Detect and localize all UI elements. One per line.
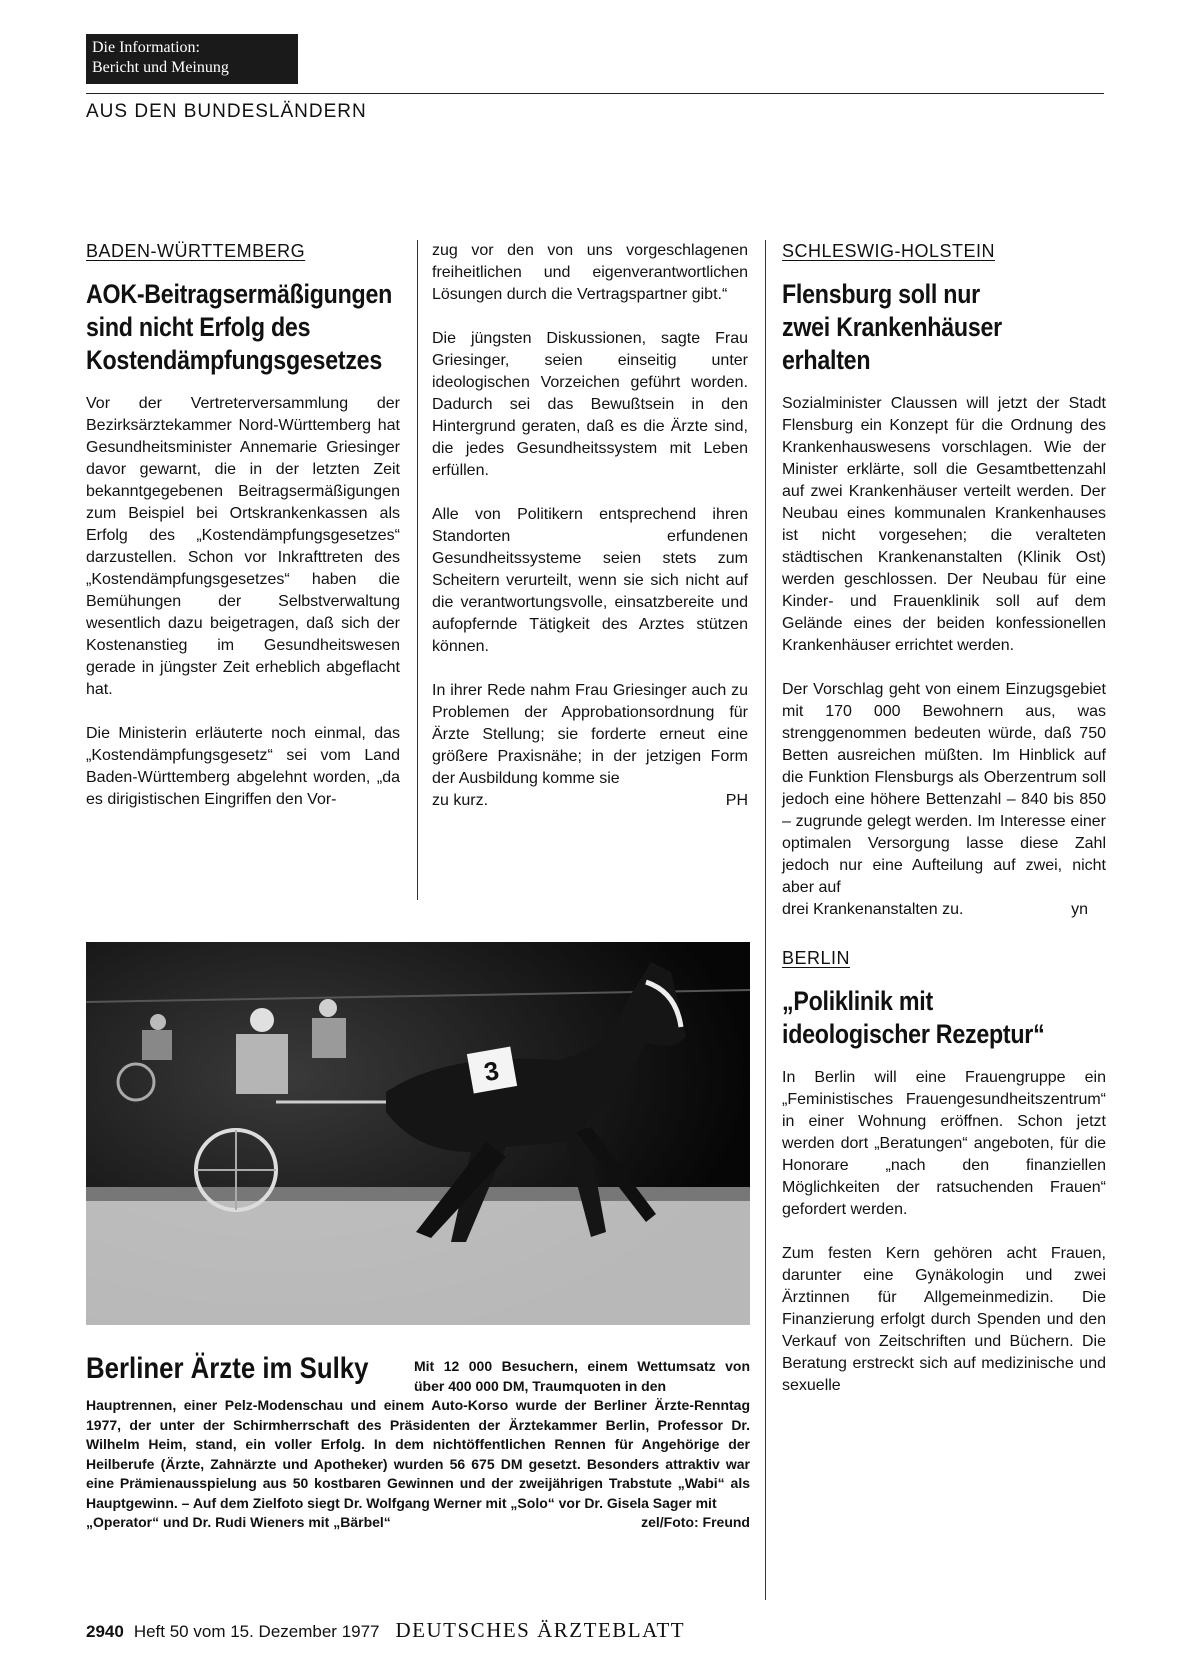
paragraph [782,679,1106,899]
paragraph-end: zu kurz. [432,792,489,809]
caption-text-last: „Operator“ und Dr. Rudi Wieners mit „Bärbel“ [86,1514,391,1530]
caption-text-rest: Hauptrennen, einer Pelz-Modenschau und einem Auto-Korso wurde der Berliner Ärzte-Renntag 1977, der unter der Schirmherrschaft des Präsidenten der Ärztekammer Berlin, Professor Dr. Wilhelm Heim, stand, ein voller Erfolg. In dem nichtöffentlichen Rennen für Angehörige der Heilberufe (Ärzte, Zahnärzte und Apotheker) wurden 56 675 DM gesetzt. Besonders attraktiv war eine Prämienausspielung aus 50 kostbaren Gewinnen und der zweijährigen Trabstute „Wabi“ als Hauptgewinn. – Auf dem Zielfoto siegt Dr. Wolfgang Werner mit „Solo“ vor Dr. Gisela Sager mit [86,1397,750,1511]
column-divider [765,240,766,1600]
article-baden-wuerttemberg-col2 [432,240,748,812]
article-headline [782,985,1061,1051]
author-byline: yn [1071,901,1088,918]
article-headline [782,278,1061,377]
top-rule [86,93,1104,94]
photo-caption [86,1357,750,1533]
closing-line [432,790,748,812]
rubric-badge [86,34,298,84]
paragraph: Zum festen Kern gehören acht Frauen, darunter eine Gynäkologin und zwei Ärztinnen für Allgemeinmedizin. Die Finanzierung erfolgt durch Spenden und den Verkauf von Zeitschriften und Büchern. Die Beratung erstreckt sich auf medizinische und sexuelle [782,1245,1106,1394]
headline-line: „Poliklinik mit [782,986,933,1016]
caption-text-first: Mit 12 000 Besuchern, einem Wettumsatz von über 400 000 DM, Traumquoten in den [414,1358,750,1394]
headline-line: Kostendämpfungsgesetzes [86,345,382,375]
magazine-name: DEUTSCHES ÄRZTEBLATT [395,1618,686,1642]
paragraph: In Berlin will eine Frauengruppe ein „Feministisches Frauengesundheitszentrum“ in einer Wohnung eröffnen. Schon jetzt werden dort „Beratungen“ angeboten, für die Honorare „nach den finanziellen Möglichkeiten der ratsuchenden Frauen“ gefordert werden. [782,1069,1106,1218]
closing-line [782,899,1106,921]
paragraph: Alle von Politikern entsprechend ihren Standorten erfundenen Gesundheitssysteme seien stets zum Scheitern verurteilt, wenn sie sich nicht auf die verantwortungsvolle, einsatzbereite und aufopfernde Tätigkeit des Arztes stützen können. [432,506,748,655]
region-label: SCHLESWIG-HOLSTEIN [782,241,996,261]
headline-line: ideologischer Rezeptur“ [782,1019,1045,1049]
headline-line: sind nicht Erfolg des [86,312,311,342]
right-column [782,240,1106,1397]
paragraph: Vor der Vertreterversammlung der Bezirksärztekammer Nord-Württemberg hat Gesundheitsminister Annemarie Griesinger davor gewarnt, die in der letzten Zeit bekanntgegebenen Beitragsermäßigungen zum Beispiel bei Ortskrankenkassen als Erfolg des „Kostendämpfungsgesetzes“ darzustellen. Schon vor Inkrafttreten des „Kostendämpfungsgesetzes“ haben die Bemühungen der Selbstverwaltung wesentlich dazu beigetragen, daß sich der Kostenanstieg im Gesundheitswesen gerade in jüngster Zeit erheblich abgeflacht hat. [86,395,400,698]
rubric-line-2: Bericht und Meinung [92,59,229,76]
caption-closing-line [86,1513,750,1533]
page-number: 2940 [86,1622,124,1641]
article-headline [86,278,393,377]
paragraph: Die jüngsten Diskussionen, sagte Frau Griesinger, seien einseitig unter ideologischen Vorzeichen geführt worden. Dadurch sei das Bewußtsein in den Hintergrund geraten, daß es die Ärzte sind, die jedes Gesundheitssystem mit Leben erfüllen. [432,330,748,479]
paragraph [432,680,748,790]
headline-line: zwei Krankenhäuser [782,312,1002,342]
page-footer [86,1618,685,1643]
number-plate-text: 3 [481,1055,502,1088]
region-label: BERLIN [782,948,851,968]
paragraph-end: drei Krankenanstalten zu. [782,901,964,918]
headline-line: Flensburg soll nur [782,279,980,309]
region-label: BADEN-WÜRTTEMBERG [86,241,306,261]
section-label: AUS DEN BUNDESLÄNDERN [86,101,367,122]
paragraph: Die Ministerin erläuterte noch einmal, das „Kostendämpfungsgesetz“ sei vom Land Baden-Württemberg abgelehnt worden, „da es dirigistischen Eingriffen den Vor- [86,725,400,808]
column-divider [417,240,418,900]
headline-line: AOK-Beitragsermäßigungen [86,279,393,309]
paragraph: Sozialminister Claussen will jetzt der Stadt Flensburg ein Konzept für die Ordnung des Krankenhauswesens vorschlagen. Wie der Minister erklärte, soll die Gesamtbettenzahl auf zwei Krankenhäuser verteilt werden. Der Neubau eines kommunalen Krankenhauses ist nicht vorgesehen; die veralteten städtischen Krankenanstalten (Klinik Ost) werden geschlossen. Der Neubau für eine Kinder- und Frauenklinik soll auf dem Gelände eines der beiden konfessionellen Krankenhäuser errichtet werden. [782,395,1106,654]
author-byline: PH [725,792,748,809]
rubric-line-1: Die Information: [92,39,200,56]
article-baden-wuerttemberg-col1 [86,240,400,811]
headline-line: erhalten [782,345,871,375]
harness-race-photo [86,942,750,1325]
photo-credit: zel/Foto: Freund [641,1514,750,1530]
issue-info: Heft 50 vom 15. Dezember 1977 [133,1622,380,1641]
paragraph-text: Der Vorschlag geht von einem Einzugsgebiet mit 170 000 Bewohnern aus, was strenggenommen bedeuten würde, daß 750 Betten ausreichen müßten. Im Hinblick auf die Funktion Flensburgs als Oberzentrum soll jedoch eine höhere Bettenzahl – 840 bis 850 – zugrunde gelegt werden. Im Interesse einer optimalen Versorgung lasse diese Zahl jedoch nur eine Aufteilung auf zwei, nicht aber auf [782,681,1106,896]
paragraph-text: In ihrer Rede nahm Frau Griesinger auch zu Problemen der Approbationsordnung für Ärzte Stellung; sie forderte erneut eine größere Praxisnähe; in der jetzigen Form der Ausbildung komme sie [432,682,748,787]
photo-illustration [86,942,750,1325]
paragraph: zug vor den von uns vorgeschlagenen freiheitlichen und eigenverantwortlichen Lösungen durch die Vertragspartner gibt.“ [432,242,748,303]
caption-title: Berliner Ärzte im Sulky [86,1352,369,1385]
